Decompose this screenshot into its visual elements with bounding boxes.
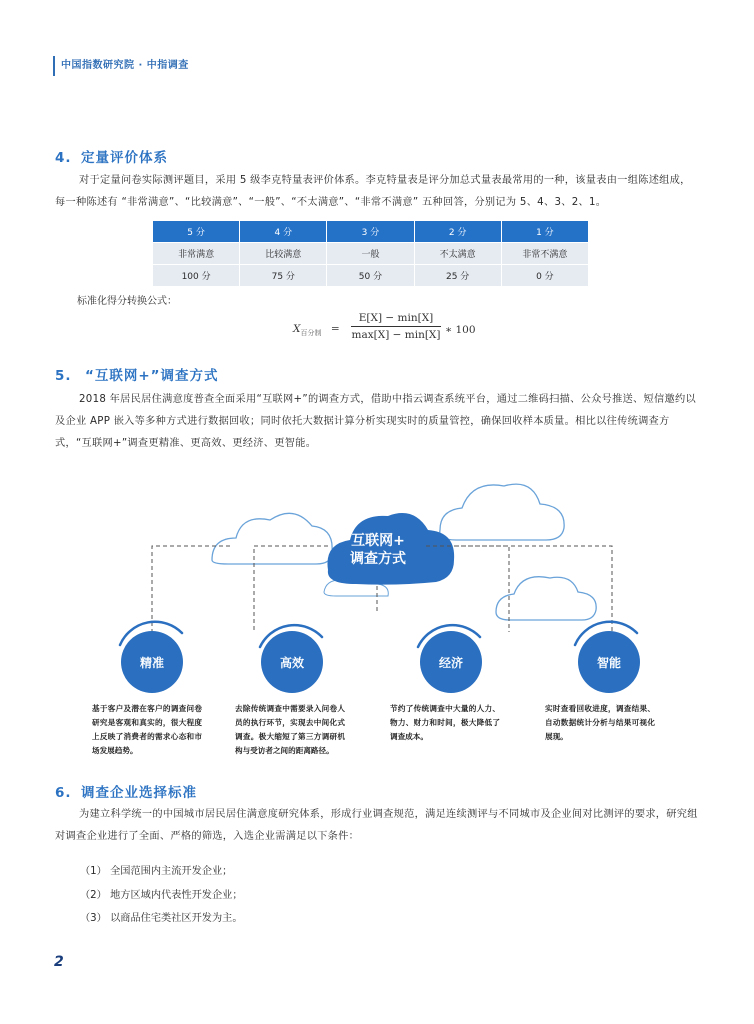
table-header-row [153, 221, 589, 243]
node-label-smart: 智能 [596, 656, 621, 670]
table-row [153, 265, 589, 287]
table-cell: 一般 [327, 243, 414, 265]
table-cell: 50 分 [327, 265, 414, 287]
node-label-precise: 精准 [139, 656, 164, 670]
table-header-cell: 1 分 [501, 221, 588, 243]
formula-numerator: E[X] − min[X] [358, 312, 434, 324]
center-cloud-label [338, 532, 418, 568]
internet-plus-diagram [0, 462, 754, 772]
formula-denominator: max[X] − min[X] [351, 329, 441, 341]
node-caption-precise: 基于客户及潜在客户的调查问卷研究是客观和真实的，很大程度上反映了消费者的需求心态和市场发展趋势。 [92, 704, 202, 755]
center-label-line2: 调查方式 [350, 551, 406, 567]
cloud-icon [212, 513, 332, 564]
cloud-icon [440, 484, 564, 540]
formula-tail: ∗ 100 [445, 324, 476, 336]
center-label-line1: 互联网+ [351, 533, 405, 549]
node-caption-smart: 实时查看回收进度，调查结果、自动数据统计分析与结果可视化展现。 [545, 704, 655, 741]
running-header: 中国指数研究院 · 中指调查 [53, 56, 189, 76]
node-label-economical: 经济 [438, 656, 463, 670]
table-header-cell: 5 分 [153, 221, 240, 243]
section-6-title: 调查企业选择标准 [81, 785, 197, 801]
section-4-number: 4. [55, 150, 72, 166]
section-5-heading [55, 364, 219, 384]
section-4-title: 定量评价体系 [81, 150, 168, 166]
cloud-icon [496, 577, 596, 620]
table-cell: 非常不满意 [501, 243, 588, 265]
formula-subscript: 百分制 [300, 329, 322, 338]
section-5-number: 5. [55, 368, 72, 384]
likert-scale-table [152, 220, 589, 287]
section-6-number: 6. [55, 785, 72, 801]
table-cell: 比较满意 [240, 243, 327, 265]
table-header-cell: 2 分 [414, 221, 501, 243]
node-label-efficient: 高效 [279, 656, 304, 670]
section-6-paragraph: 为建立科学统一的中国城市居民居住满意度研究体系，形成行业调查规范，满足连续测评与不同城市及企业间对比测评的要求，研究组对调查企业进行了全面、严格的筛选，入选企业需满足以下条件： [55, 809, 698, 842]
list-item: （3） 以商品住宅类社区开发为主。 [80, 913, 243, 924]
table-cell: 75 分 [240, 265, 327, 287]
table-cell: 不太满意 [414, 243, 501, 265]
section-6-heading [55, 781, 197, 801]
node-caption-economical: 节约了传统调查中大量的人力、物力、财力和时间，极大降低了调查成本。 [390, 704, 500, 741]
node-caption-efficient: 去除传统调查中需要录入问卷人员的执行环节，实现去中间化式调查。极大缩短了第三方调研机构与受访者之间的距离路径。 [235, 704, 345, 755]
table-row [153, 243, 589, 265]
table-header-cell: 4 分 [240, 221, 327, 243]
table-cell: 25 分 [414, 265, 501, 287]
section-4-paragraph: 对于定量问卷实际测评题目，采用 5 级李克特量表评价体系。李克特量表是评分加总式量表最常用的一种，该量表由一组陈述组成，每一种陈述有 “非常满意”、“比较满意”、“一般”、“不太满意”、“非常不满意” 五种回答，分别记为 5、4、3、2、1。 [55, 175, 691, 208]
table-cell: 100 分 [153, 265, 240, 287]
table-cell: 0 分 [501, 265, 588, 287]
section-4-heading [55, 146, 168, 166]
section-5-title: “互联网+”调查方式 [85, 368, 219, 384]
formula-label: 标准化得分转换公式： [77, 296, 177, 307]
table-header-cell: 3 分 [327, 221, 414, 243]
page-number: 2 [54, 954, 64, 970]
table-cell: 非常满意 [153, 243, 240, 265]
list-item: （1） 全国范围内主流开发企业； [80, 866, 233, 877]
formula-lhs: X [293, 323, 301, 335]
section-5-paragraph: 2018 年居民居住满意度普查全面采用“互联网+”的调查方式，借助中指云调查系统平台，通过二维码扫描、公众号推送、短信邀约以及企业 APP 嵌入等多种方式进行数据回收；同时依托大数据计算分析实现实时的质量管控，确保回收样本质量。相比以往传统调查方式，“互联网+”调查更精准、更高效、更经济、更智能。 [55, 394, 696, 449]
list-item: （2） 地方区域内代表性开发企业； [80, 890, 243, 901]
